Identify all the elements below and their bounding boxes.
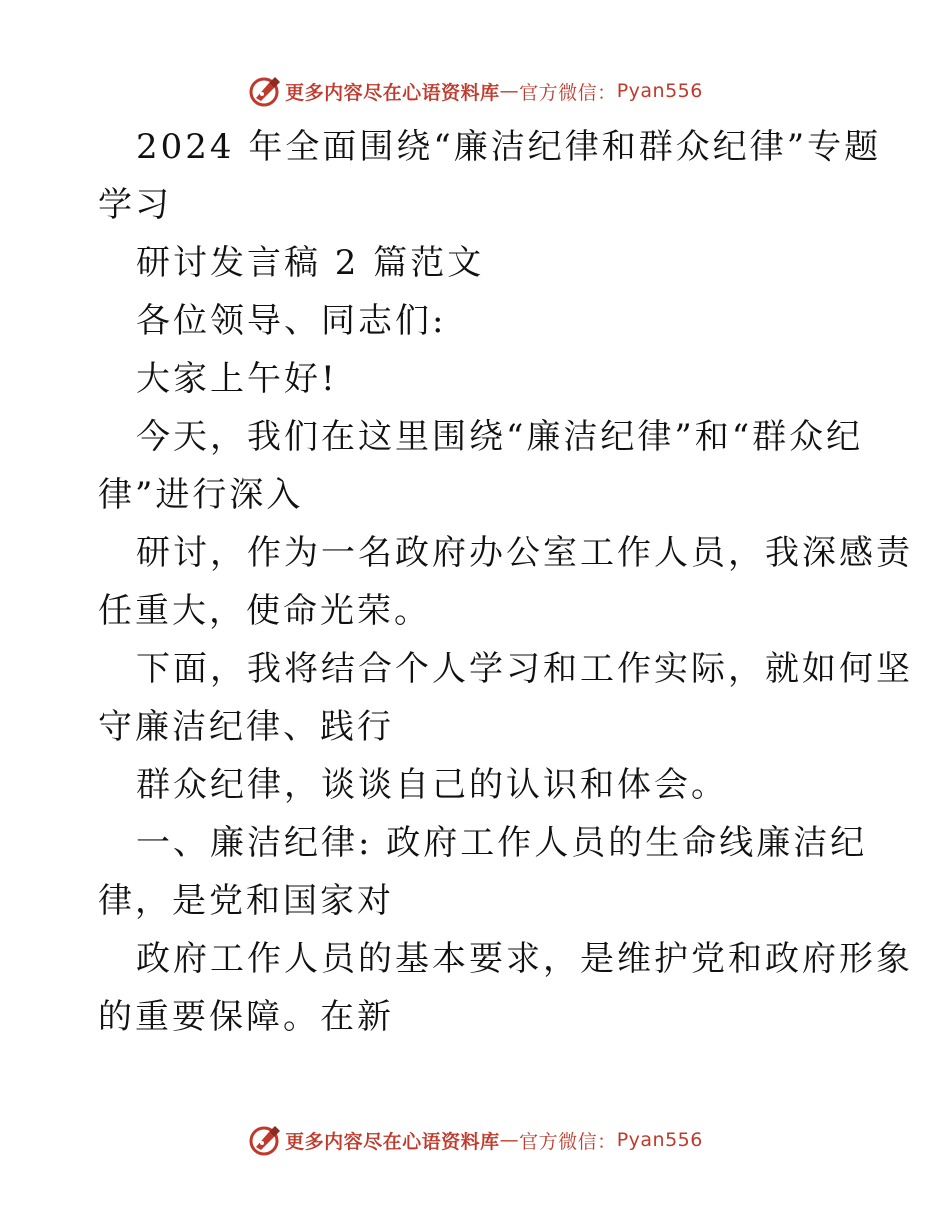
header-watermark bbox=[0, 74, 950, 108]
watermark-wechat-label: 官方微信： bbox=[519, 81, 617, 104]
watermark-site-text: 更多内容尽在心语资料库 bbox=[285, 81, 500, 104]
pen-nib-logo-icon bbox=[247, 74, 283, 108]
watermark-wechat-id: Pyan556 bbox=[616, 1129, 703, 1151]
document-line: 2024 年全面围绕“廉洁纪律和群众纪律”专题 bbox=[136, 127, 882, 167]
document-line: 任重大，使命光荣。 bbox=[98, 591, 431, 631]
document-line: 研讨发言稿 2 篇范文 bbox=[136, 243, 485, 283]
document-line: 律，是党和国家对 bbox=[98, 881, 394, 921]
document-body bbox=[98, 118, 913, 1046]
document-line: 群众纪律，谈谈自己的认识和体会。 bbox=[136, 765, 728, 805]
footer-watermark bbox=[0, 1123, 950, 1157]
watermark-dash: — bbox=[499, 1129, 520, 1151]
pen-nib-logo-icon bbox=[247, 1123, 283, 1157]
watermark-wechat-label: 官方微信： bbox=[519, 1130, 617, 1153]
document-line: 的重要保障。在新 bbox=[98, 997, 394, 1037]
watermark-wechat-id: Pyan556 bbox=[616, 80, 703, 102]
document-line: 大家上午好! bbox=[136, 359, 338, 399]
document-line: 一、廉洁纪律: 政府工作人员的生命线廉洁纪 bbox=[136, 823, 868, 863]
watermark-site-text: 更多内容尽在心语资料库 bbox=[285, 1130, 500, 1153]
document-line: 政府工作人员的基本要求，是维护党和政府形象 bbox=[136, 939, 913, 979]
document-line: 各位领导、同志们: bbox=[136, 301, 447, 341]
document-line: 下面，我将结合个人学习和工作实际，就如何坚 bbox=[136, 649, 913, 689]
document-line: 研讨，作为一名政府办公室工作人员，我深感责 bbox=[136, 533, 913, 573]
document-line: 今天，我们在这里围绕“廉洁纪律”和“群众纪 bbox=[136, 417, 864, 457]
document-line: 守廉洁纪律、践行 bbox=[98, 707, 394, 747]
watermark-dash: — bbox=[499, 80, 520, 102]
document-line: 学习 bbox=[98, 185, 172, 225]
document-line: 律”进行深入 bbox=[98, 475, 304, 515]
